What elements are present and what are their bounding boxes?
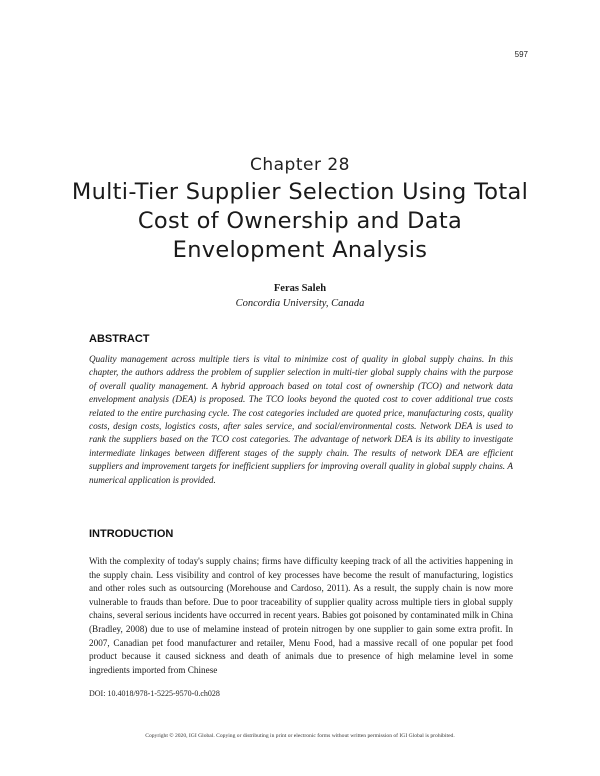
abstract-heading: ABSTRACT [89, 333, 150, 345]
author-name: Feras Saleh [273, 283, 327, 294]
abstract-text: Quality management across multiple tiers is vital to minimize cost of quality in global supply chains. In this chapter, the authors address the problem of supplier selection in multi-tier global supply chains with the purpose of overall quality management. A hybrid approach based on total cost of ownership (TCO) and network data envelopment analysis (DEA) is proposed. The TCO looks beyond the quoted cost to cover additional true costs related to the entire purchasing cycle. The cost categories included are quoted price, manufacturing costs, quality costs, design costs, logistics costs, after sales service, and social/environmental costs. Network DEA is used to rank the suppliers based on the TCO cost categories. The advantage of network DEA is its ability to investigate intermediate linkages between different stages of the supply chain. The results of network DEA are efficient suppliers and improvement targets for inefficient suppliers for improving overall quality in global supply chains. A numerical application is provided. [89, 354, 513, 485]
chapter-label: Chapter 28 [249, 155, 350, 175]
introduction-heading: INTRODUCTION [89, 528, 174, 540]
doi: DOI: 10.4018/978-1-5225-9570-0.ch028 [89, 689, 220, 698]
copyright-notice: Copyright © 2020, IGI Global. Copying or distributing in print or electronic forms without written permission of IGI Global is prohibited. [145, 733, 455, 739]
introduction-text: With the complexity of today's supply chains; firms have difficulty keeping track of all the activities happening in the supply chain. Less visibility and control of key processes have become the result of manufacturing, logistics and other roles such as outsourcing (Morehouse and Cardoso, 2011). As a result, the supply chain is now more vulnerable to frauds than before. Due to poor traceability of supplier quality across multiple tiers in global supply chains, several serious incidents have occurred in recent years. Babies got poisoned by contaminated milk in China (Bradley, 2008) due to use of melamine instead of protein nitrogen by one supplier to gain some extra profit. In 2007, Canadian pet food manufacturer and retailer, Menu Food, had a massive recall of one popular pet food product because it caused sickness and death of animals due to presence of high melamine level in some ingredients imported from Chinese [89, 556, 513, 675]
author-affiliation: Concordia University, Canada [235, 298, 365, 309]
chapter-title: Multi-Tier Supplier Selection Using Total Cost of Ownership and Data Envelopment Analysis [71, 179, 529, 263]
page-number: 597 [514, 50, 528, 59]
